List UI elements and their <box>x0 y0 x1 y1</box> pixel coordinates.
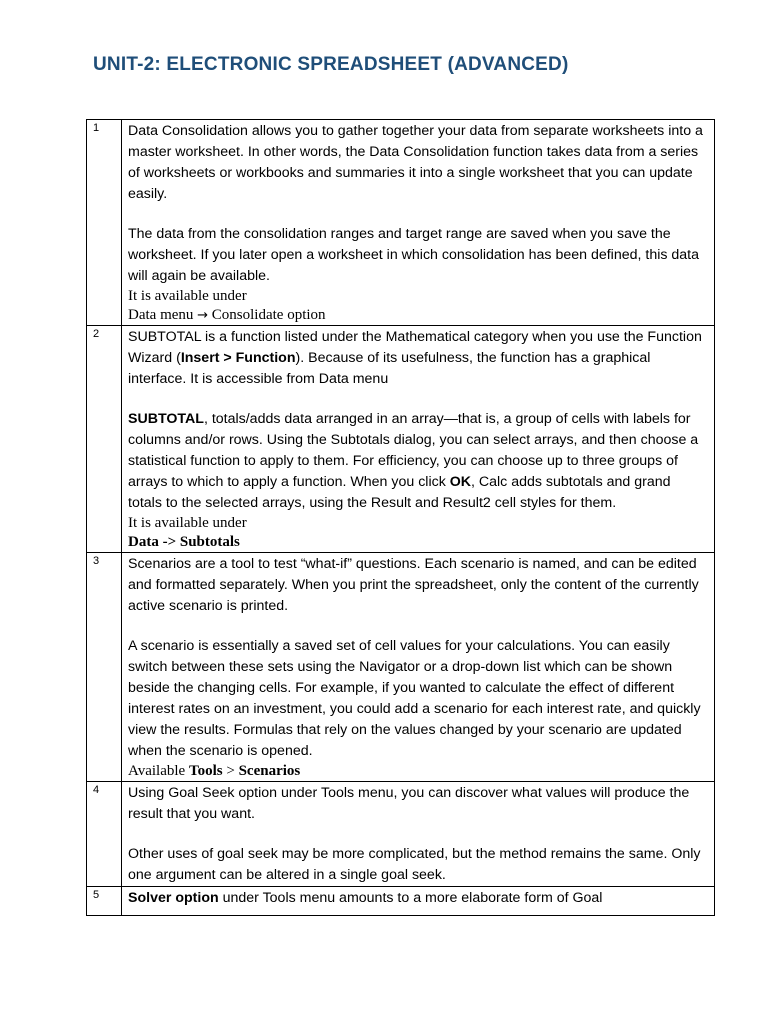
location-intro: It is available under <box>128 515 247 531</box>
right-arrow-icon: → <box>197 308 209 323</box>
paragraph: Other uses of goal seek may be more complicated, but the method remains the same. Only one argument can be altered in a single goal seek. <box>128 846 701 883</box>
menu-path <box>128 533 708 552</box>
bold-text: OK <box>449 474 472 490</box>
text-run: under Tools menu amounts to a more elaborate form of Goal <box>218 890 603 906</box>
paragraph: A scenario is essentially a saved set of cell values for your calculations. You can easily switch between these sets using the Navigator or a drop-down list which can be shown beside the changing cells. For example, if you wanted to calculate the effect of different interest rates on an investment, you could add a scenario for each interest rate, and quickly view the results. Formulas that rely on the values changed by your scenario are updated when the scenario is opened. <box>128 638 701 759</box>
row-number: 3 <box>87 553 122 782</box>
row-number: 2 <box>87 326 122 553</box>
paragraph <box>128 409 708 514</box>
row-number: 1 <box>87 120 122 326</box>
paragraph <box>128 327 708 390</box>
menu-path <box>128 306 708 325</box>
table-row <box>87 553 715 782</box>
table-row <box>87 326 715 553</box>
topics-table <box>86 119 715 916</box>
menu-path-part: Consolidate option <box>211 307 326 323</box>
bold-text: Solver option <box>128 890 219 906</box>
text-run: , totals/adds data arranged in an array—that is, a group of cells with labels for columns and/or rows. Using the Subtotals dialog, you can select arrays, and then choose a statistical function to apply to them. For efficiency, you can choose up to three groups of arrays to which to apply a function. When you click <box>128 411 699 490</box>
paragraph: The data from the consolidation ranges and target range are saved when you save the worksheet. If you later open a worksheet in which consolidation has been defined, this data will again be available. <box>128 226 700 284</box>
paragraph: Scenarios are a tool to test “what-if” questions. Each scenario is named, and can be edited and formatted separately. When you print the spreadsheet, only the content of the currently active scenario is printed. <box>128 556 699 614</box>
paragraph: Using Goal Seek option under Tools menu, you can discover what values will produce the result that you want. <box>128 785 690 822</box>
table-row <box>87 887 715 916</box>
text-run: ). Because of its usefulness, the function has a graphical interface. It is accessible from Data menu <box>128 350 651 387</box>
menu-path-part: Scenarios <box>238 763 301 779</box>
bold-text: Insert > Function <box>180 350 296 366</box>
row-content <box>122 782 715 887</box>
menu-path-part: Tools <box>188 763 223 779</box>
row-number: 4 <box>87 782 122 887</box>
location-intro: It is available under <box>128 288 247 304</box>
row-content <box>122 553 715 782</box>
row-content <box>122 887 715 916</box>
row-number: 5 <box>87 887 122 916</box>
menu-path-text: Data -> Subtotals <box>128 534 240 550</box>
text-run: , Calc adds subtotals and grand totals to the selected arrays, using the Result and Result2 cell styles for them. <box>128 474 671 511</box>
text-run: SUBTOTAL is a function listed under the Mathematical category when you use the Function Wizard ( <box>128 329 702 366</box>
location-intro: Available <box>128 763 186 779</box>
paragraph <box>128 888 708 909</box>
page-title: UNIT-2: ELECTRONIC SPREADSHEET (ADVANCED) <box>93 54 569 75</box>
row-content <box>122 120 715 326</box>
menu-path-separator: > <box>226 763 235 779</box>
table-row <box>87 120 715 326</box>
menu-path <box>128 762 708 781</box>
menu-path-part: Data menu <box>128 307 194 323</box>
table-row <box>87 782 715 887</box>
row-content <box>122 326 715 553</box>
bold-text: SUBTOTAL <box>128 411 204 427</box>
paragraph: Data Consolidation allows you to gather together your data from separate worksheets into a master worksheet. In other words, the Data Consolidation function takes data from a series of worksheets or workbooks and summaries it into a single worksheet that you can update easily. <box>128 123 703 202</box>
